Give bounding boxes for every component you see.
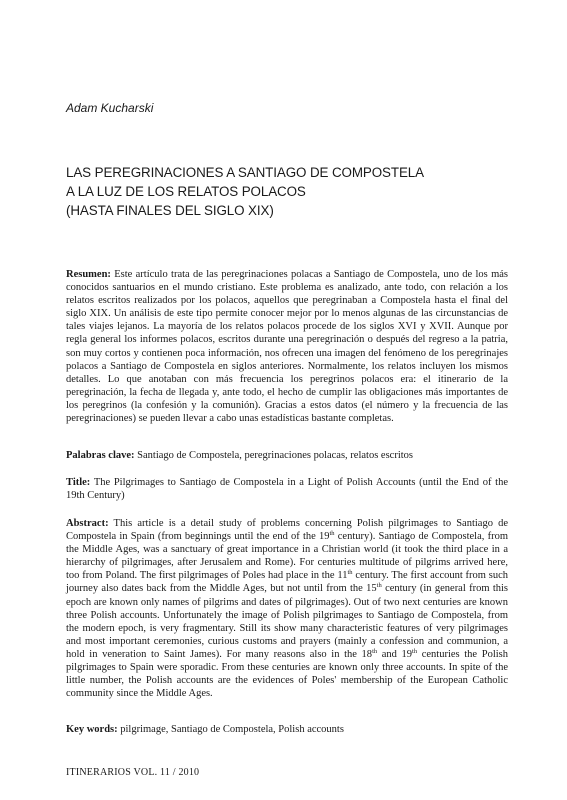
palabras-clave-paragraph <box>66 449 508 462</box>
superscript: th <box>372 647 378 655</box>
key-words-text: pilgrimage, Santiago de Compostela, Polish accounts <box>120 724 344 735</box>
abstract-text: century). Santiago de Compostela, from the Middle Ages, was a sanctuary of great importance in a Christian world (it took the third place in a hierarchy of pilgrimages, after Jerusalem and Rome). For centuries multitude of pilgrims arrived here, too from Poland. The first pilgrimages of Poles had place in the 11 <box>66 531 508 582</box>
abstract-text: centuries the Polish pilgrimages to Spain were sporadic. From these centuries are known only three accounts. In spite of the little number, the Polish accounts are the evidences of Poles' membership of the European Catholic community since the Middle Ages. <box>66 648 508 700</box>
abstract-text: century. The first account from such journey also dates back from the Middle Ages, but not until from the 15 <box>66 570 508 595</box>
english-title-label: Title: <box>66 477 91 488</box>
author-name: Adam Kucharski <box>66 101 154 115</box>
english-title-text: The Pilgrimages to Santiago de Compostela in a Light of Polish Accounts (until the End of the 19th Century) <box>66 477 508 502</box>
key-words-paragraph <box>66 723 508 736</box>
superscript: th <box>347 569 353 577</box>
abstract-text: and 19 <box>377 648 413 660</box>
palabras-clave-label: Palabras clave: <box>66 450 135 461</box>
abstract-paragraph <box>66 517 508 700</box>
resumen-label: Resumen: <box>66 269 111 280</box>
superscript: th <box>376 582 382 590</box>
title-line: A LA LUZ DE LOS RELATOS POLACOS <box>66 184 306 199</box>
abstract-text: century (in general from this epoch are known only names of pilgrims and dates of pilgrimages). Out of two next centuries are known three Polish accounts. Unfortunately the image of Polish pilgrimages to Santiago de Compostela, from the modern epoch, is very fragmentary. Still its show many characteristic features of very pilgrimages and most important ceremonies, curious customs and prayers (mainly a confession and communion, a hold in veneration to Saint James). For many reasons also in the 18 <box>66 583 508 660</box>
resumen-text: Este artículo trata de las peregrinaciones polacas a Santiago de Compostela, uno de los más conocidos santuarios en el mundo cristiano. Este problema es analizado, ante todo, con relación a los relatos escritos realizados por los polacos, aquellos que peregrinaban a Compostela hasta el final del siglo XIX. Un análisis de este tipo permite conocer mejor por lo menos algunas de las circunstancias de tales viajes lejanos. La mayoría de los relatos polacos procede de los siglos XVI y XVII. Aunque por regla general los informes polacos, escritos durante una peregrinación o después del regreso a la patria, son muy cortos y contienen poca información, nos ofrecen una imagen del fenómeno de los peregrinajes polacos a Santiago de Compostela en siglos anteriores. Normalmente, los relatos incluyen los mismos detalles. Lo que anotaban con más frecuencia los peregrinos polacos era: el itinerario de la peregrinación, la fecha de llegada y, ante todo, el hecho de cumplir las obligaciones más importantes de los peregrinos (la confesión y la comunión). Gracias a estos datos (el número y la frecuencia de las peregrinaciones) se pueden llevar a cabo unas estadísticas bastante completas. <box>66 269 508 425</box>
superscript: th <box>412 647 418 655</box>
abstract-label: Abstract: <box>66 518 109 529</box>
title-line: (HASTA FINALES DEL SIGLO XIX) <box>66 203 274 218</box>
abstract-text: This article is a detail study of problems concerning Polish pilgrimages to Santiago de Compostela in Spain (from beginnings until the end of the 19 <box>66 518 509 543</box>
title-line: LAS PEREGRINACIONES A SANTIAGO DE COMPOSTELA <box>66 165 424 180</box>
superscript: th <box>329 530 335 538</box>
resumen-paragraph <box>66 268 508 425</box>
english-title-paragraph <box>66 476 508 502</box>
key-words-label: Key words: <box>66 724 118 735</box>
journal-footer: ITINERARIOS VOL. 11 / 2010 <box>66 767 200 778</box>
article-title <box>66 163 506 220</box>
palabras-clave-text: Santiago de Compostela, peregrinaciones polacas, relatos escritos <box>137 450 413 461</box>
